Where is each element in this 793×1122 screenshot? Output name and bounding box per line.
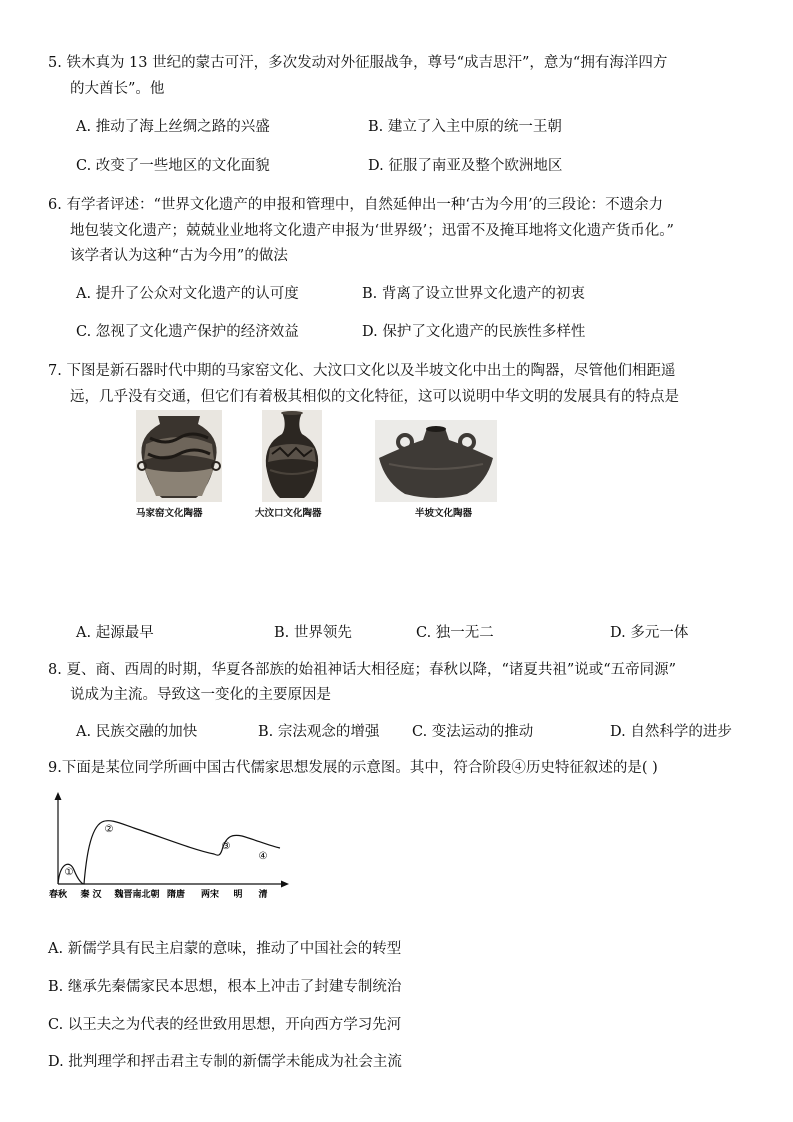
- q9-option-b: B. 继承先秦儒家民本思想，根本上冲击了封建专制统治: [48, 979, 402, 995]
- q7-stem-line-1: 7. 下图是新石器时代中期的马家窑文化、大汶口文化以及半坡文化中出土的陶器，尽管他们相距遥: [48, 363, 676, 379]
- banpo-pottery-image: [375, 420, 497, 502]
- q5-option-d: D. 征服了南亚及整个欧洲地区: [368, 158, 563, 174]
- dawenkou-caption: 大汶口文化陶器: [255, 508, 322, 519]
- stage-marker-3: ③: [221, 841, 231, 852]
- x-label-song: 两宋: [200, 890, 220, 900]
- q5-option-c: C. 改变了一些地区的文化面貌: [76, 158, 270, 174]
- q5-option-a: A. 推动了海上丝绸之路的兴盛: [76, 119, 270, 135]
- x-label-qin: 秦: [80, 890, 90, 900]
- diagram-x-arrow: [281, 881, 289, 888]
- q8-option-b: B. 宗法观念的增强: [258, 724, 380, 740]
- majiayao-pottery-image: [136, 410, 222, 502]
- q6-option-c: C. 忽视了文化遗产保护的经济效益: [76, 324, 299, 340]
- banpo-caption: 半坡文化陶器: [415, 508, 473, 519]
- q6-stem-line-1: 6. 有学者评述：“世界文化遗产的申报和管理中，自然延伸出一种‘古为今用’的三段论：不遗余力: [48, 197, 664, 213]
- x-label-suitang: 隋唐: [166, 890, 186, 900]
- majiayao-caption: 马家窑文化陶器: [136, 508, 203, 519]
- dawenkou-pottery-image: [262, 410, 322, 502]
- q8-stem-line-2: 说成为主流。导致这一变化的主要原因是: [70, 687, 331, 703]
- q5-stem-line-1: 5. 铁木真为 13 世纪的蒙古可汗，多次发动对外征服战争，尊号“成吉思汗”，意为“拥有海洋四方: [48, 55, 668, 71]
- q6-option-b: B. 背离了设立世界文化遗产的初衷: [362, 286, 585, 302]
- x-label-qing: 清: [258, 890, 268, 900]
- x-label-chunqiu: 春秋: [48, 890, 68, 900]
- diagram-y-arrow: [55, 792, 62, 800]
- q8-option-d: D. 自然科学的进步: [610, 724, 732, 740]
- q8-option-c: C. 变法运动的推动: [412, 724, 534, 740]
- q8-option-a: A. 民族交融的加快: [76, 724, 198, 740]
- q6-option-d: D. 保护了文化遗产的民族性多样性: [362, 324, 586, 340]
- confucianism-development-diagram: [44, 790, 294, 902]
- stage-marker-1: ①: [64, 867, 74, 878]
- x-label-ming: 明: [233, 890, 243, 900]
- q6-stem-line-2: 地包装文化遗产；兢兢业业地将文化遗产申报为‘世界级’；迅雷不及掩耳地将文化遗产货币化。”: [70, 223, 674, 239]
- q6-stem-line-3: 该学者认为这种“古为今用”的做法: [70, 248, 288, 264]
- x-label-han: 汉: [92, 890, 102, 900]
- q9-option-c: C. 以王夫之为代表的经世致用思想，开向西方学习先河: [48, 1017, 402, 1033]
- diagram-curve: [58, 821, 280, 884]
- q7-option-d: D. 多元一体: [610, 625, 689, 641]
- q6-option-a: A. 提升了公众对文化遗产的认可度: [76, 286, 299, 302]
- stage-marker-2: ②: [104, 824, 114, 835]
- q7-option-c: C. 独一无二: [416, 625, 494, 641]
- q5-stem-line-2: 的大酋长”。他: [70, 81, 165, 97]
- q9-option-a: A. 新儒学具有民主启蒙的意味，推动了中国社会的转型: [48, 941, 402, 957]
- q9-option-d: D. 批判理学和抨击君主专制的新儒学未能成为社会主流: [48, 1054, 402, 1070]
- q7-option-b: B. 世界领先: [274, 625, 352, 641]
- q7-option-a: A. 起源最早: [76, 625, 154, 641]
- x-label-weijin: 魏晋南北朝: [114, 890, 160, 900]
- q7-stem-line-2: 远，几乎没有交通，但它们有着极其相似的文化特征，这可以说明中华文明的发展具有的特点是: [70, 389, 679, 405]
- q8-stem-line-1: 8. 夏、商、西周的时期，华夏各部族的始祖神话大相径庭；春秋以降，“诸夏共祖”说或“五帝同源”: [48, 662, 677, 678]
- q9-stem-line-1: 9.下面是某位同学所画中国古代儒家思想发展的示意图。其中，符合阶段④历史特征叙述的是( ): [48, 760, 658, 776]
- q5-option-b: B. 建立了入主中原的统一王朝: [368, 119, 562, 135]
- stage-marker-4: ④: [258, 851, 268, 862]
